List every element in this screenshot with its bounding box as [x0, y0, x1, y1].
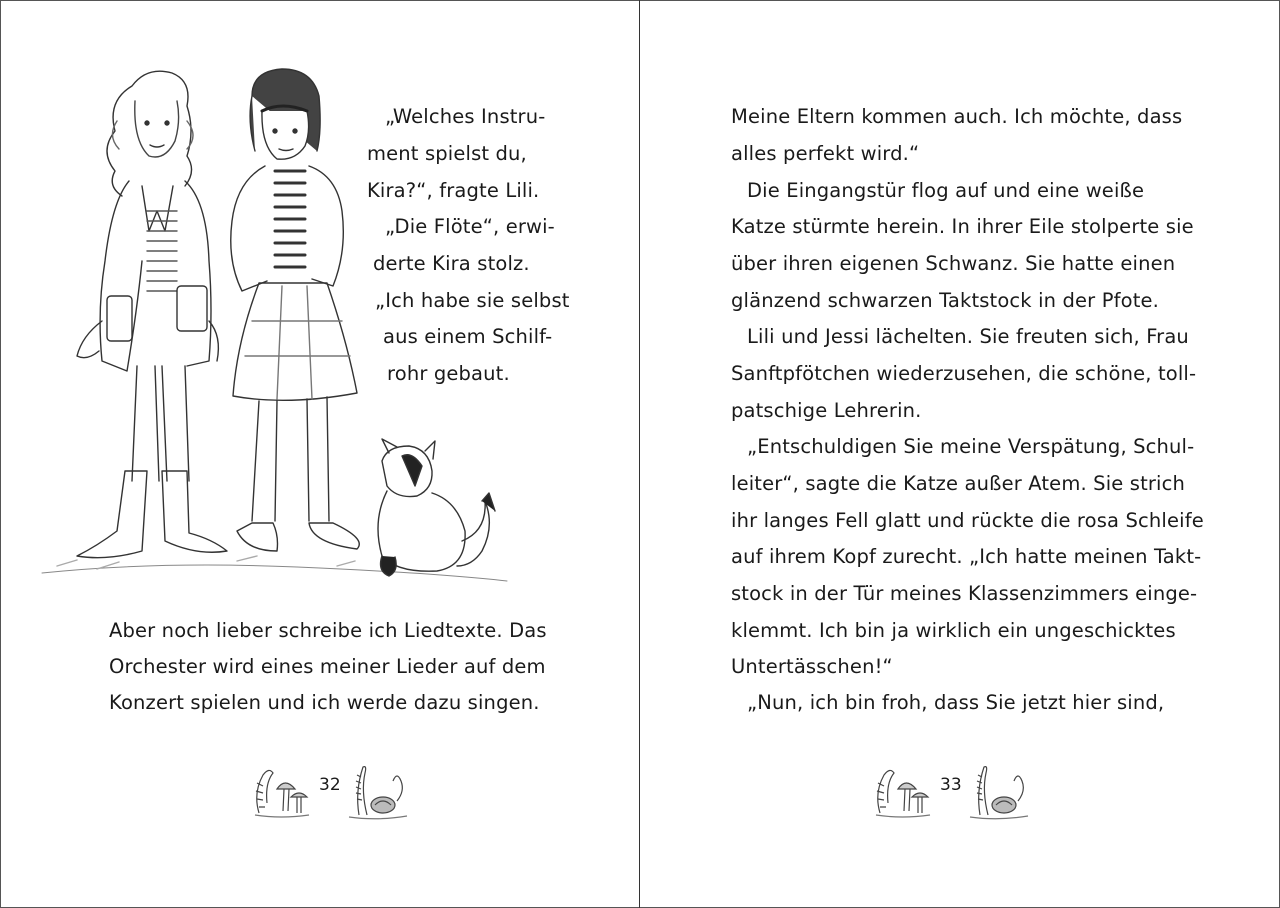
caption-line: Kira?“, fragte Lili.	[367, 179, 540, 202]
body-line: Orchester wird eines meiner Lieder auf dem	[109, 655, 546, 678]
body-line: Untertässchen!“	[731, 655, 893, 678]
body-line: ihr langes Fell glatt und rückte die rosa Schleife	[731, 509, 1204, 532]
body-line: alles perfekt wird.“	[731, 142, 920, 165]
right-page	[640, 0, 1280, 908]
body-line: Meine Eltern kommen auch. Ich möchte, dass	[731, 105, 1183, 128]
body-line: stock in der Tür meines Klassenzimmers einge-	[731, 582, 1198, 605]
caption-line: „Ich habe sie selbst	[375, 289, 570, 312]
page-number: 32	[319, 775, 341, 795]
body-line: glänzend schwarzen Taktstock in der Pfote.	[731, 289, 1159, 312]
caption-line: derte Kira stolz.	[373, 252, 530, 275]
body-line: Lili und Jessi lächelten. Sie freuten sich, Frau	[747, 325, 1189, 348]
body-line: über ihren eigenen Schwanz. Sie hatte einen	[731, 252, 1176, 275]
body-line: Konzert spielen und ich werde dazu singen.	[109, 691, 540, 714]
caption-line: rohr gebaut.	[387, 362, 510, 385]
fern-snail-ornament-icon	[345, 761, 411, 821]
body-line: auf ihrem Kopf zurecht. „Ich hatte meinen Takt-	[731, 545, 1202, 568]
body-line: Sanftpfötchen wiederzusehen, die schöne, toll-	[731, 362, 1197, 385]
body-line: Aber noch lieber schreibe ich Liedtexte. Das	[109, 619, 547, 642]
caption-line: „Die Flöte“, erwi-	[385, 215, 555, 238]
body-line: leiter“, sagte die Katze außer Atem. Sie strich	[731, 472, 1185, 495]
mushroom-ornament-icon	[872, 763, 934, 821]
caption-line: aus einem Schilf-	[383, 325, 553, 348]
body-line: „Entschuldigen Sie meine Verspätung, Schul-	[747, 435, 1195, 458]
caption-line: „Welches Instru-	[385, 105, 546, 128]
body-line: Die Eingangstür flog auf und eine weiße	[747, 179, 1145, 202]
body-line: patschige Lehrerin.	[731, 399, 922, 422]
fern-snail-ornament-icon	[966, 761, 1032, 821]
mushroom-ornament-icon	[251, 763, 313, 821]
caption-line: ment spielst du,	[367, 142, 527, 165]
body-line: klemmt. Ich bin ja wirklich ein ungeschicktes	[731, 619, 1176, 642]
body-line: „Nun, ich bin froh, dass Sie jetzt hier sind,	[747, 691, 1165, 714]
page-number: 33	[940, 775, 962, 795]
body-line: Katze stürmte herein. In ihrer Eile stolperte sie	[731, 215, 1194, 238]
